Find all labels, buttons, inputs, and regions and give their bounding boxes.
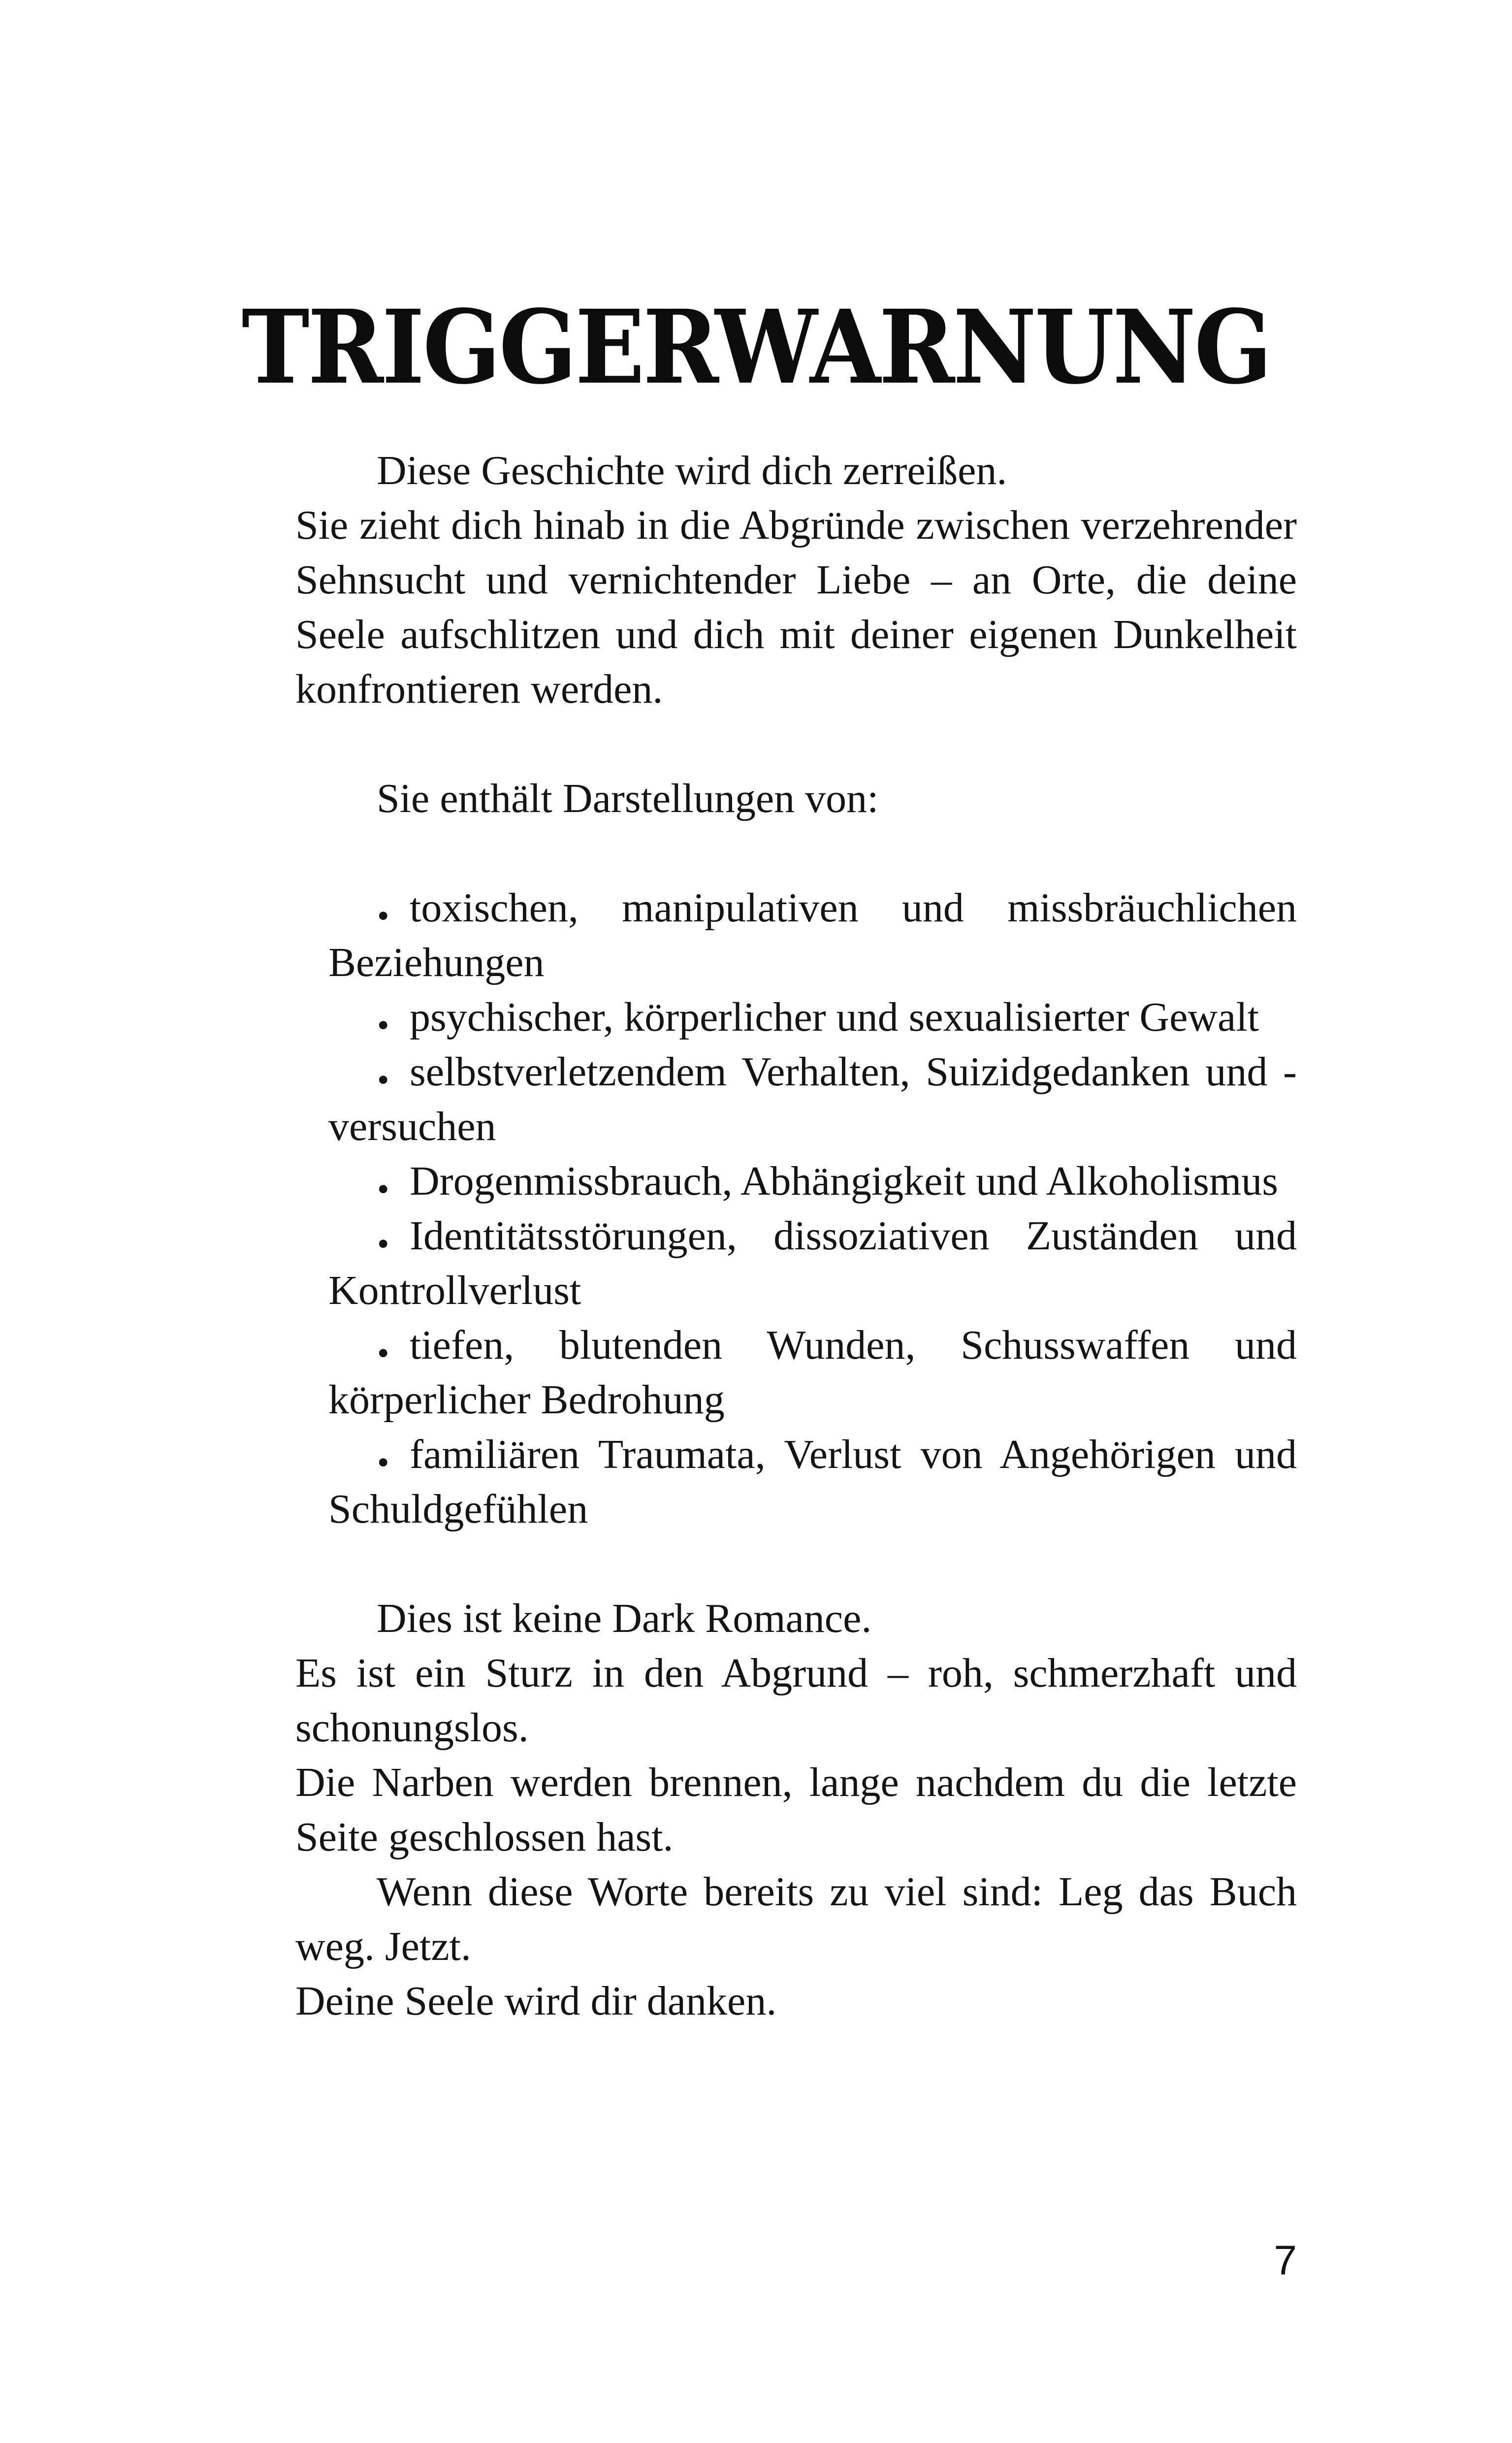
intro-paragraph: Sie zieht dich hinab in die Abgründe zwischen verzehrender Sehnsucht und vernichtender Liebe – an Orte, die deine Seele aufschlitzen und dich mit deiner eigenen Dunkelheit konfrontieren werden. xyxy=(295,502,1297,712)
list-item: • toxischen, manipulativen und missbräuchlichen Beziehungen xyxy=(328,885,1297,985)
list-item: • selbstverletzendem Verhalten, Suizidgedanken und -versuchen xyxy=(328,1049,1297,1149)
list-item: • Identitätsstörungen, dissoziativen Zuständen und Kontrollverlust xyxy=(328,1213,1297,1313)
closing-line-5: Deine Seele wird dir danken. xyxy=(295,1978,777,2024)
closing-line-3: Die Narben werden brennen, lange nachdem du die letzte Seite geschlossen hast. xyxy=(295,1759,1297,1860)
page-number: 7 xyxy=(1274,2237,1297,2283)
contains-label: Sie enthält Darstellungen von: xyxy=(377,776,879,821)
warning-list xyxy=(295,880,1297,1536)
list-item: • Drogenmissbrauch, Abhängigkeit und Alkoholismus xyxy=(377,1158,1278,1208)
list-item: • psychischer, körperlicher und sexualisierter Gewalt xyxy=(377,994,1259,1044)
page-title: TRIGGERWARNUNG xyxy=(241,288,1271,407)
intro-line-1: Diese Geschichte wird dich zerreißen. xyxy=(377,448,1007,493)
spacer xyxy=(295,826,1297,880)
spacer xyxy=(295,1536,1297,1591)
body-text xyxy=(295,443,1297,2028)
closing-line-4: Wenn diese Worte bereits zu viel sind: Leg das Buch weg. Jetzt. xyxy=(295,1869,1297,1969)
closing-line-1: Dies ist keine Dark Romance. xyxy=(377,1596,872,1641)
list-item: • tiefen, blutenden Wunden, Schusswaffen und körperlicher Bedrohung xyxy=(328,1322,1297,1423)
closing-line-2: Es ist ein Sturz in den Abgrund – roh, schmerzhaft und schonungslos. xyxy=(295,1650,1297,1751)
list-item: • familiären Traumata, Verlust von Angehörigen und Schuldgefühlen xyxy=(328,1432,1297,1532)
spacer xyxy=(295,717,1297,771)
